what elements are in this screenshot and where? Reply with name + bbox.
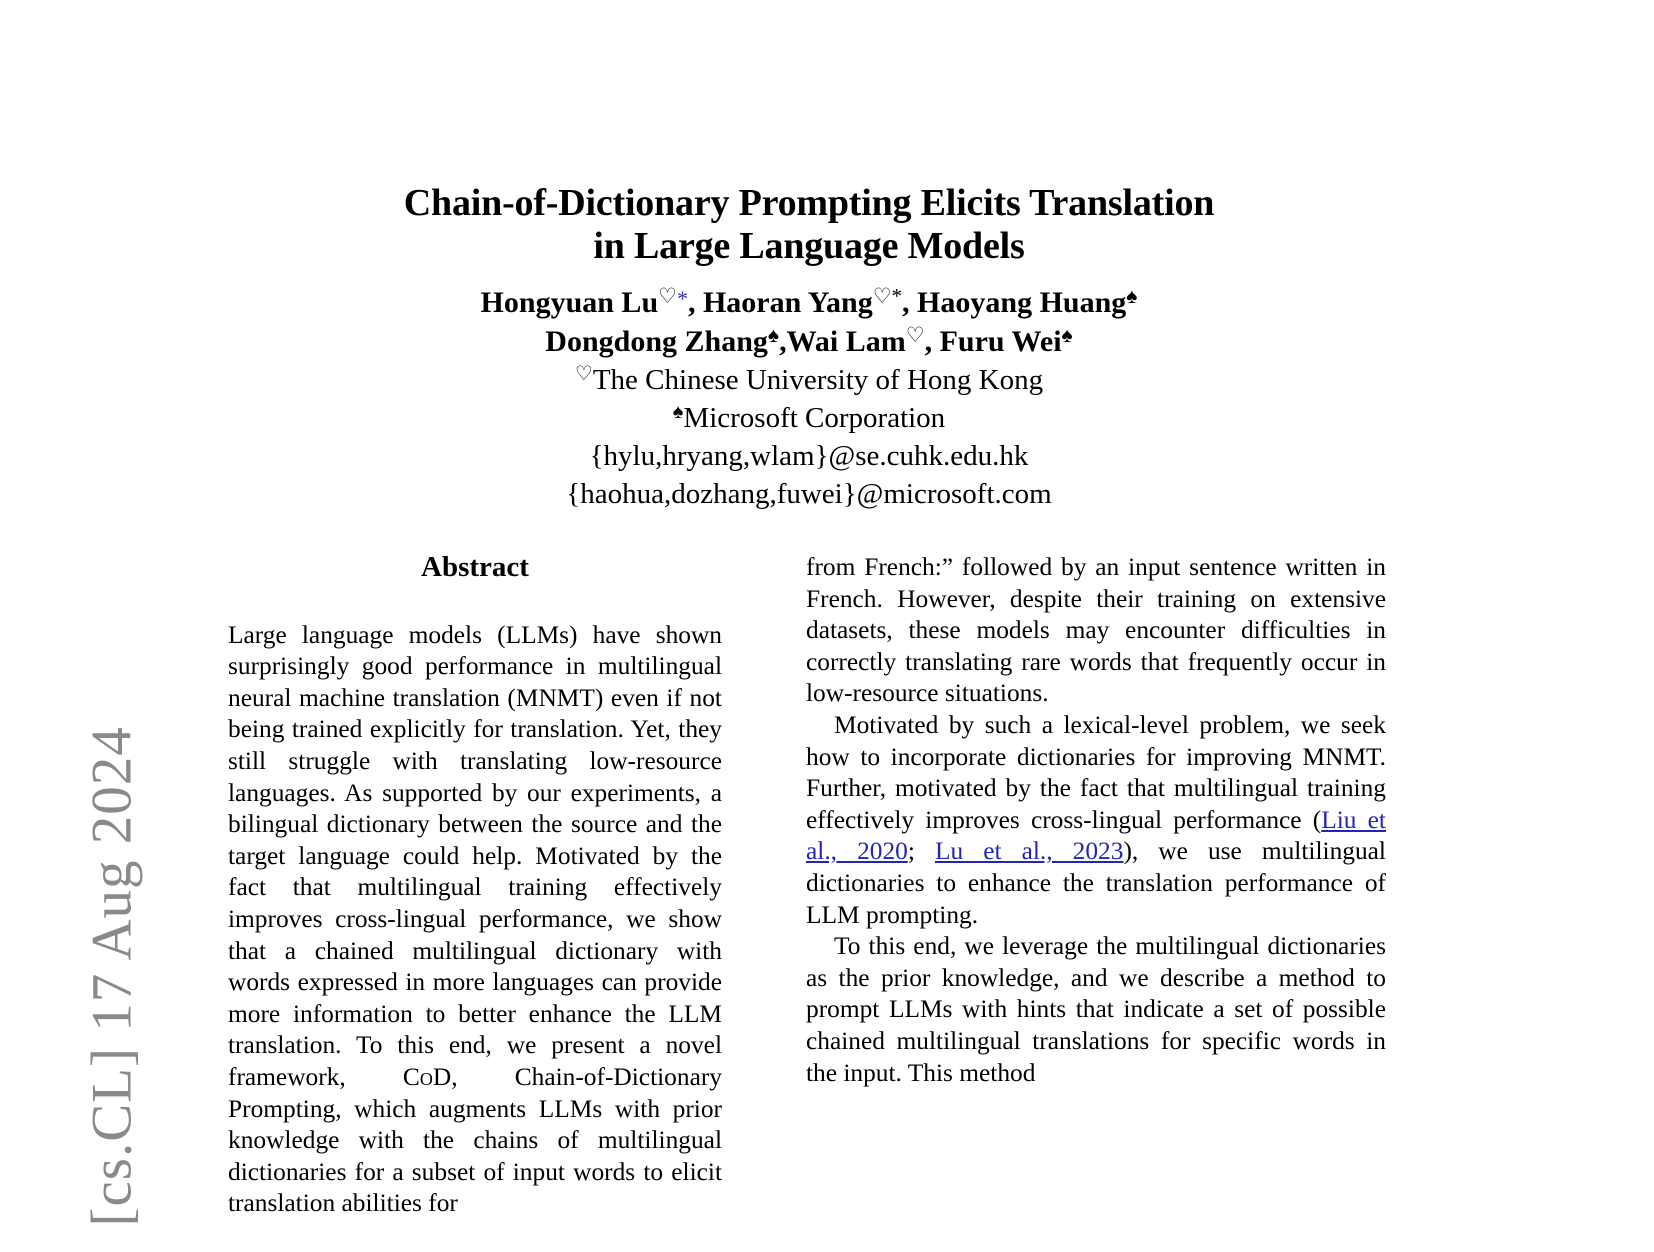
abstract-heading: Abstract xyxy=(421,552,529,583)
email-cuhk: {hylu,hryang,wlam}@se.cuhk.edu.hk xyxy=(589,440,1029,473)
affiliation-cuhk xyxy=(228,361,1390,400)
affiliation-name: Microsoft Corporation xyxy=(683,402,946,435)
citation-link-lu-2023[interactable]: Lu et al., 2023 xyxy=(934,837,1124,866)
affiliation-marker-heart-icon: ♡ xyxy=(574,362,593,385)
arxiv-stamp: [cs.CL] 17 Aug 2024 xyxy=(80,726,144,1227)
author-line-2 xyxy=(228,322,1390,361)
intro-paragraph-1: from French:” followed by an input sentence written in French. However, despite their training on extensive datasets, these models may encounter difficulties in correctly translating rare words that frequently occur in low-resource situations. xyxy=(806,553,1386,708)
abstract-paragraph xyxy=(228,620,722,1220)
author-name-wai-lam: ,Wai Lam xyxy=(779,324,906,358)
author-name-furu-wei: , Furu Wei xyxy=(924,324,1062,358)
affiliation-marker-heart-icon: ♡ xyxy=(658,284,677,309)
citation-link-liu-2020[interactable]: Liu et al., 2020 xyxy=(806,805,1386,866)
footnote-marker-asterisk[interactable]: * xyxy=(676,286,688,312)
author-name-haoyang-huang: , Haoyang Huang xyxy=(902,286,1127,320)
right-column xyxy=(806,552,1386,1089)
email-block xyxy=(228,438,1390,513)
author-name-haoran-yang: , Haoran Yang xyxy=(687,286,873,320)
left-column xyxy=(228,552,722,1220)
author-name-hongyuan-lu: Hongyuan Lu xyxy=(480,286,659,320)
affiliation-marker-spade-icon: ♠ xyxy=(1126,284,1138,309)
page-title xyxy=(228,182,1390,267)
abstract-text-part-1: Large language models (LLMs) have shown surprisingly good performance in multilingual neural machine translation (MNMT) even if not being trained explicitly for translation. Yet, they still struggle with translating low-resource languages. As supported by our experiments, a bilingual dictionary between the source and the target language could help. Motivated by the fact that multilingual training effectively improves cross-lingual performance, we show that a chained multilingual dictionary with words expressed in more languages can provide more information to better enhance the LLM translation. To this end, we present a novel framework, xyxy=(228,620,722,1091)
affiliation-name: The Chinese University of Hong Kong xyxy=(592,363,1044,396)
paper-title-line-2: in Large Language Models xyxy=(593,224,1025,267)
affiliation-marker-heart-icon: ♡ xyxy=(872,284,892,309)
author-line-1 xyxy=(228,283,1390,322)
affiliation-marker-heart-icon: ♡ xyxy=(905,322,925,347)
cod-acronym: CoD xyxy=(402,1062,452,1091)
affiliation-marker-spade-icon: ♠ xyxy=(767,322,780,347)
affiliation-marker-spade-icon: ♠ xyxy=(672,401,684,424)
paragraph-text-before-citations: Motivated by such a lexical-level problem, we seek how to incorporate dictionaries for improving MNMT. Further, motivated by the fact that multilingual training effectively improves cross-lingual performance ( xyxy=(806,710,1386,834)
title-block xyxy=(228,182,1390,513)
paragraph-text-after-citations: ), we use multilingual dictionaries to enhance the translation performance of LLM prompting. xyxy=(806,837,1386,929)
paper-title-line-1: Chain-of-Dictionary Prompting Elicits Translation xyxy=(403,182,1215,224)
affiliation-marker-spade-icon: ♠ xyxy=(1061,322,1073,347)
intro-paragraph-2 xyxy=(806,710,1386,931)
affiliation-microsoft xyxy=(228,399,1390,438)
footnote-marker-asterisk: * xyxy=(891,284,903,309)
citation-separator: ; xyxy=(907,837,935,866)
body-columns xyxy=(0,552,1654,1252)
abstract-text-part-2: , Chain-of-Dictionary Prompting, which augments LLMs with prior knowledge with the chains of multilingual dictionaries for a subset of input words to elicit translation abilities for xyxy=(228,1062,722,1218)
intro-paragraph-3: To this end, we leverage the multilingual dictionaries as the prior knowledge, and we describe a method to prompt LLMs with hints that indicate a set of possible chained multilingual translations for specific words in the input. This method xyxy=(806,932,1386,1087)
author-name-dongdong-zhang: Dongdong Zhang xyxy=(545,324,768,358)
email-microsoft: {haohua,dozhang,fuwei}@microsoft.com xyxy=(566,477,1052,510)
author-list xyxy=(228,283,1390,361)
